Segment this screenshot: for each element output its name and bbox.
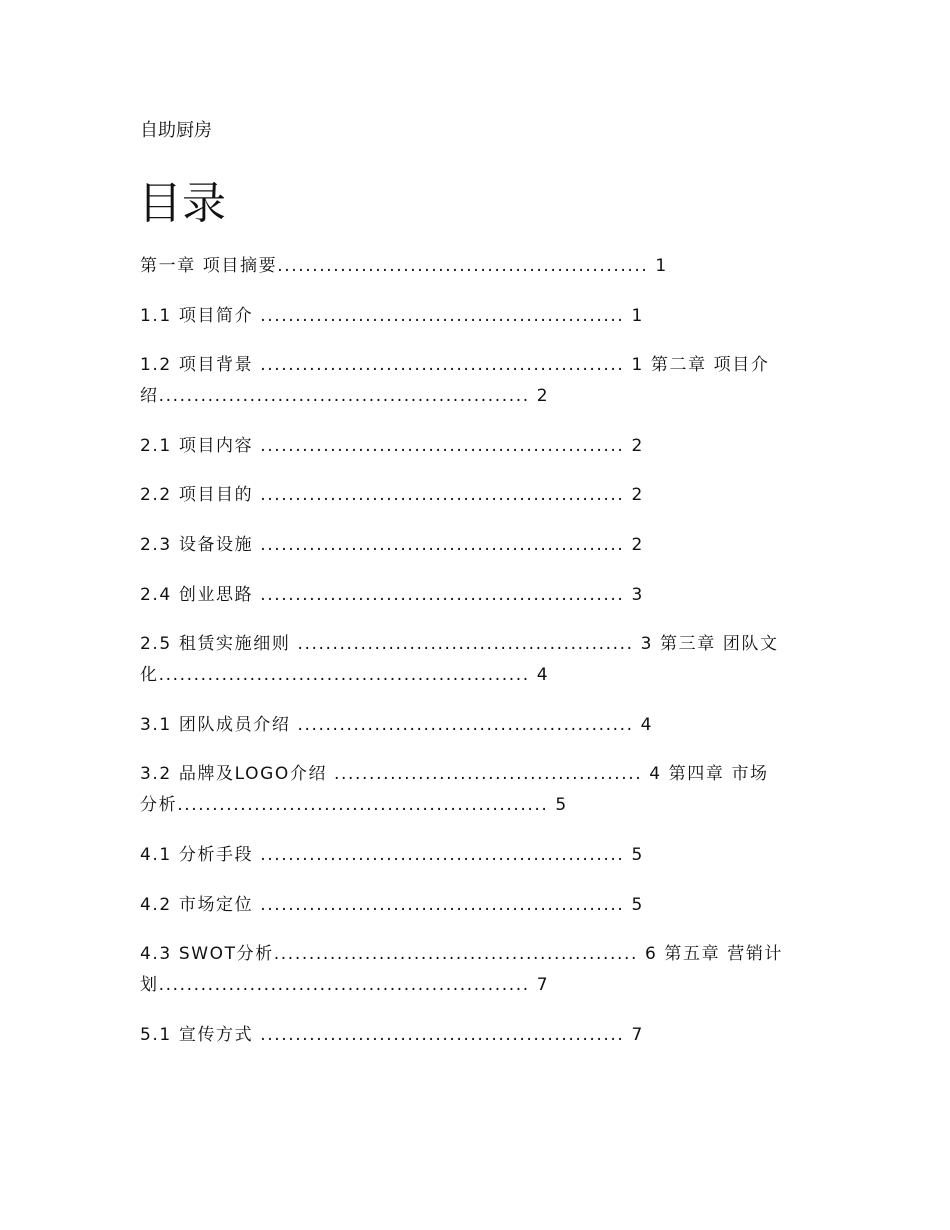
toc-entry: 第一章 项目摘要..................................................... 1 [140, 256, 668, 276]
toc-entry-continuation: 分析..................................................... 5 [140, 795, 568, 815]
document-header: 自助厨房 [140, 120, 212, 141]
toc-entry: 1.1 项目简介 .................................................... 1 [140, 306, 644, 326]
toc-entry: 2.2 项目目的 .................................................... 2 [140, 485, 644, 505]
toc-entry: 2.4 创业思路 .................................................... 3 [140, 585, 644, 605]
toc-entry: 1.2 项目背景 .................................................... 1 第二章 项目介 [140, 355, 770, 375]
toc-entry: 4.3 SWOT分析.................................................... 6 第五章 营销计 [140, 944, 784, 964]
toc-entry: 2.1 项目内容 .................................................... 2 [140, 436, 644, 456]
toc-title: 目录 [138, 178, 226, 229]
toc-entry-continuation: 划..................................................... 7 [140, 975, 550, 995]
toc-entry-continuation: 绍..................................................... 2 [140, 386, 550, 406]
toc-entry: 3.2 品牌及LOGO介绍 ............................................ 4 第四章 市场 [140, 764, 769, 784]
toc-entry: 3.1 团队成员介绍 ................................................ 4 [140, 715, 654, 735]
toc-entry: 5.1 宣传方式 .................................................... 7 [140, 1025, 644, 1045]
toc-entry: 2.5 租赁实施细则 ................................................ 3 第三章 团队文 [140, 634, 779, 654]
toc-entry: 4.1 分析手段 .................................................... 5 [140, 845, 644, 865]
toc-entry: 4.2 市场定位 .................................................... 5 [140, 895, 644, 915]
toc-entry-continuation: 化..................................................... 4 [140, 665, 550, 685]
toc-entry: 2.3 设备设施 .................................................... 2 [140, 535, 644, 555]
